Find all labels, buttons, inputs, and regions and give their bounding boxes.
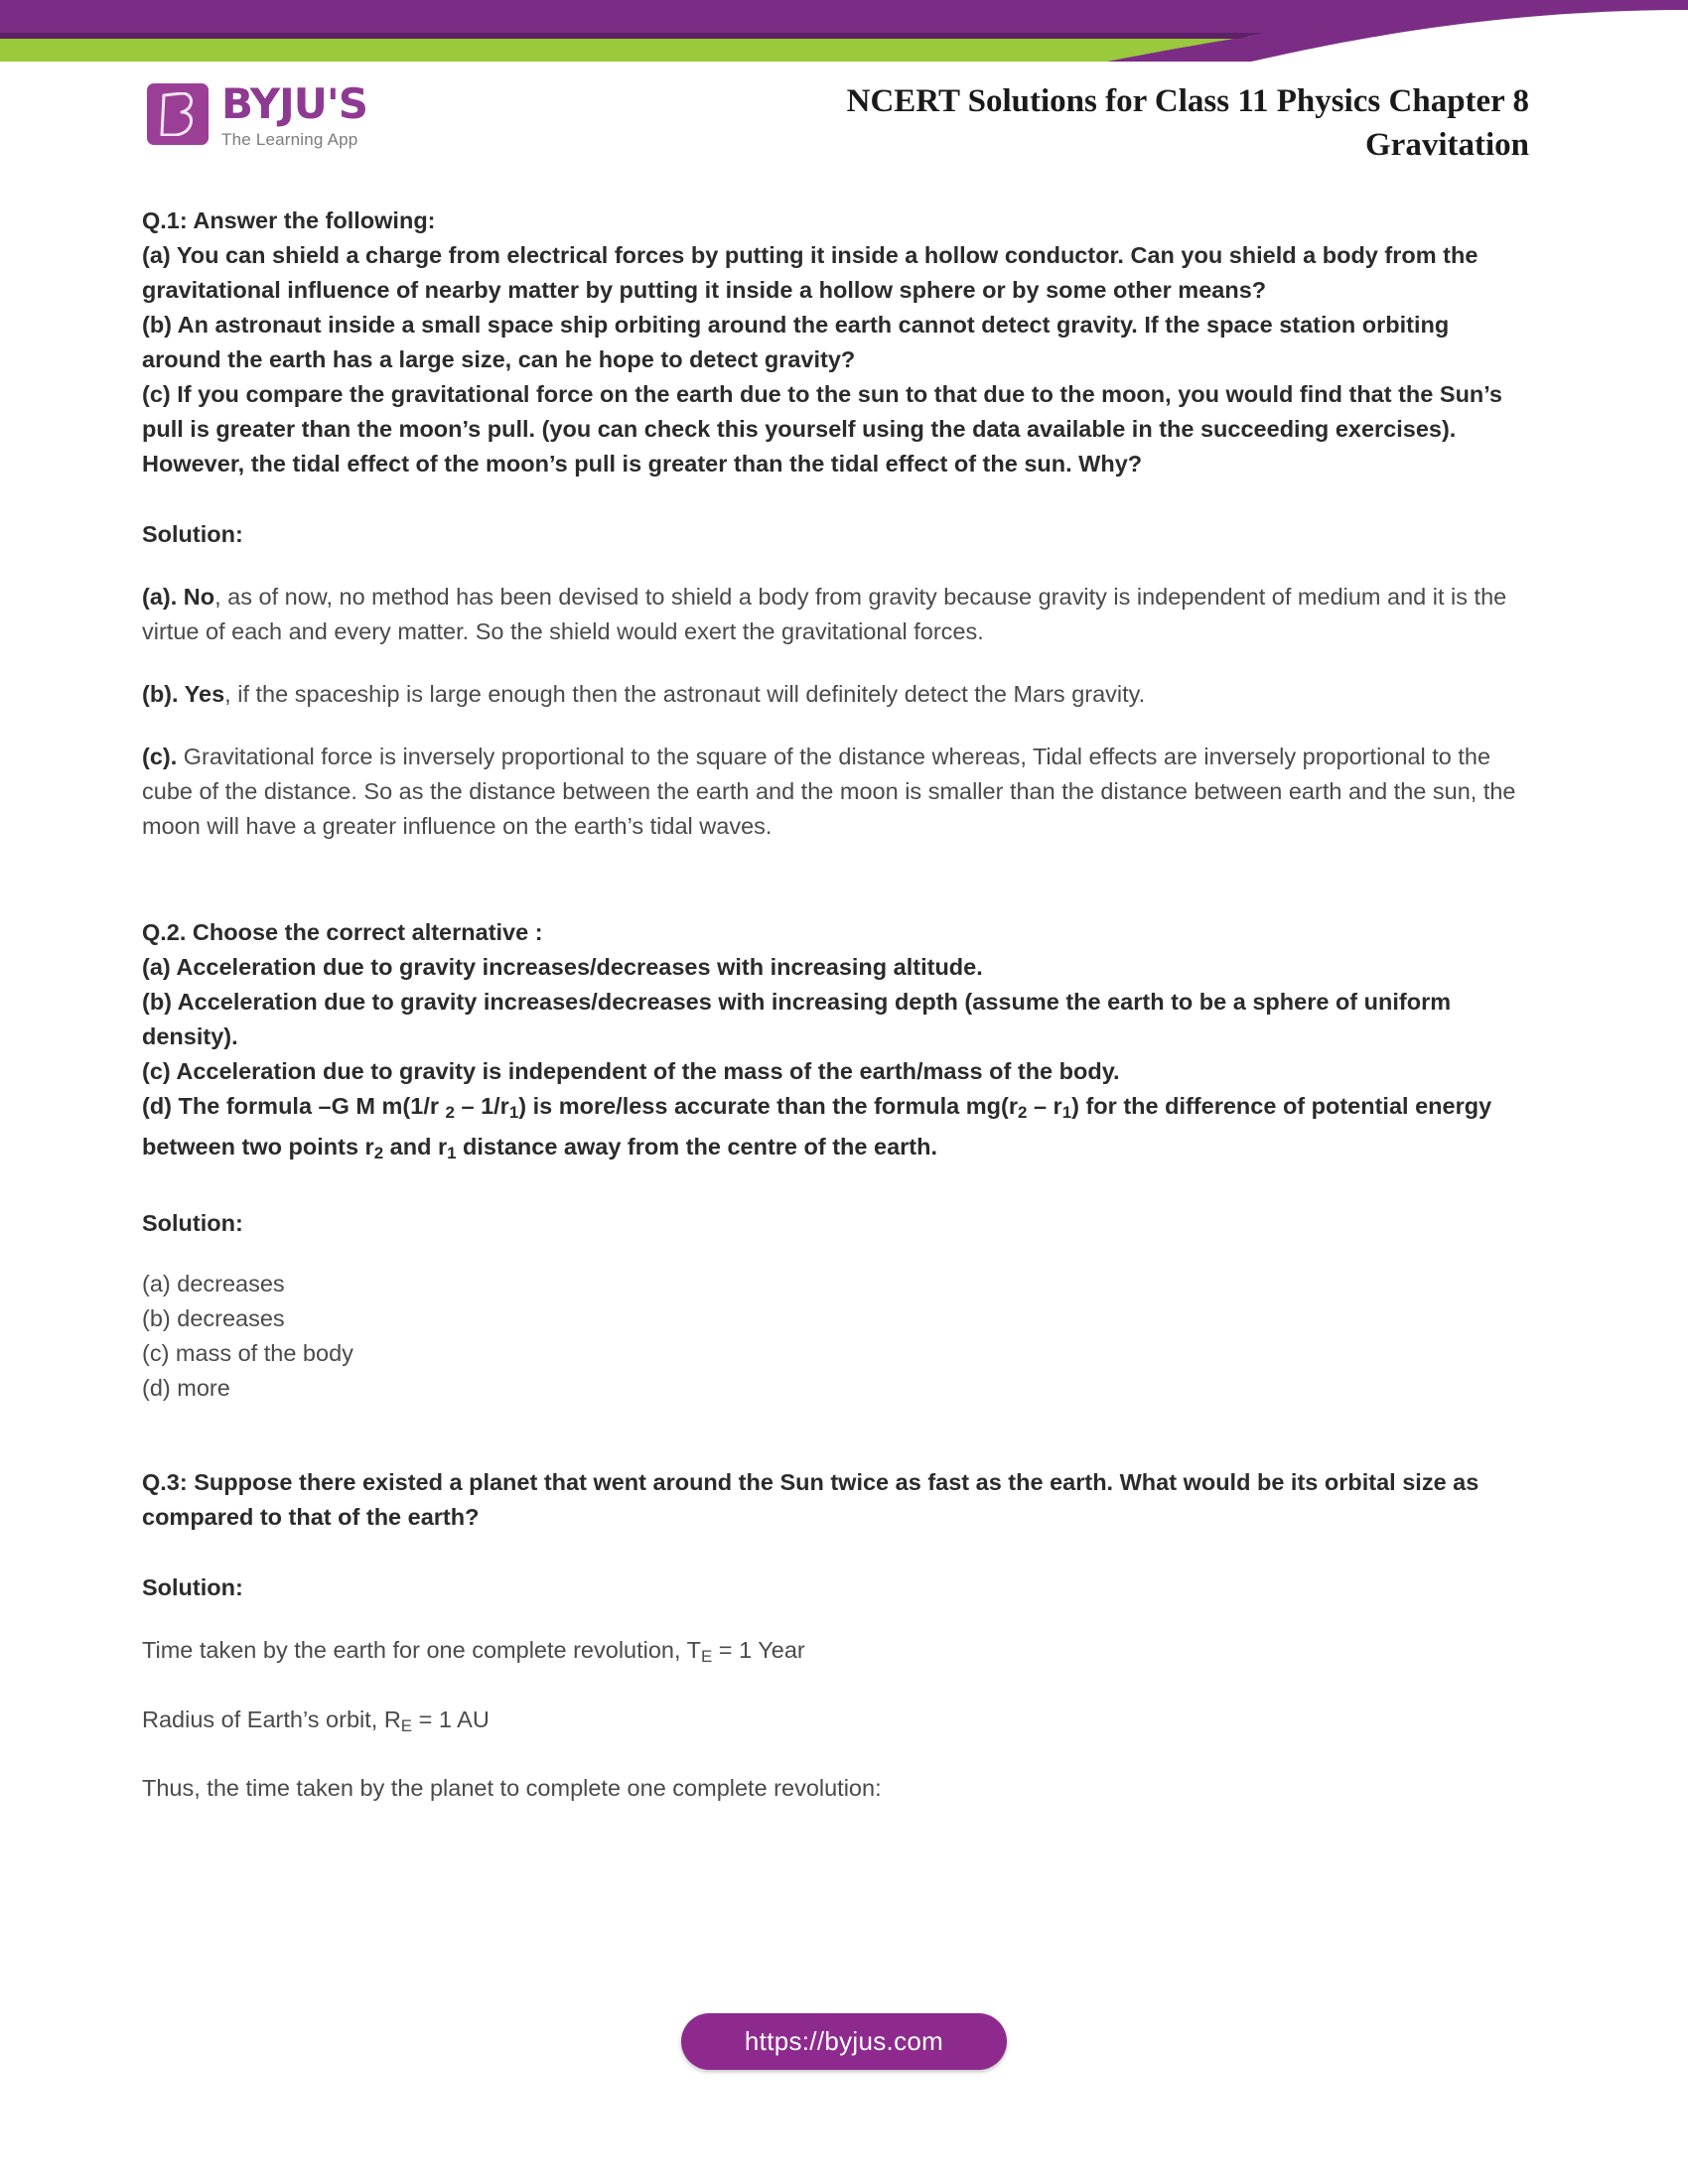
q2d-text-4: – r — [1027, 1093, 1062, 1119]
q3-line1-sub: E — [701, 1647, 713, 1667]
solution-a-tag: (a). No — [142, 584, 215, 610]
banner-shape — [0, 0, 1688, 62]
question-2-prompt: Q.2. Choose the correct alternative : — [142, 919, 543, 945]
question-2-answers — [142, 1267, 1532, 1406]
page-title-line-1: NCERT Solutions for Class 11 Physics Chapter 8 — [846, 83, 1529, 119]
footer — [0, 2013, 1688, 2070]
q2d-sub-4: 1 — [1061, 1103, 1072, 1123]
question-2-answer-d: (d) more — [142, 1375, 230, 1402]
question-1-part-c: (c) If you compare the gravitational force on the earth due to the sun to that due to the moon, you would find that the Sun’s pull is greater than the moon’s pull. (you can check this yourself using the data available in the succeeding exercises). However, the tidal effect of the moon’s pull is greater than the tidal effect of the sun. Why? — [142, 381, 1502, 477]
question-1-solution-label: Solution: — [142, 521, 243, 547]
solution-b-tag: (b). Yes — [142, 681, 225, 707]
question-2-part-c: (c) Acceleration due to gravity is independent of the mass of the earth/mass of the body. — [142, 1058, 1120, 1084]
q3-line2-sub: E — [400, 1715, 413, 1735]
question-3-line-3: Thus, the time taken by the planet to complete one complete revolution: — [142, 1774, 882, 1801]
solution-c-text: Gravitational force is inversely proportional to the square of the distance whereas, Tidal effects are inversely proportional to the cube of the distance. So as the distance between the earth and the moon is smaller than the distance between earth and the sun, the moon will have a greater influence on the earth’s tidal waves. — [142, 744, 1516, 839]
question-2-part-d — [142, 1089, 1532, 1170]
header-banner — [0, 0, 1688, 62]
question-1-prompt: Q.1: Answer the following: — [142, 207, 436, 233]
byjus-logo — [147, 79, 367, 150]
q2d-sub-5: 2 — [373, 1144, 384, 1163]
q2d-sub-2: 1 — [508, 1103, 519, 1123]
page-title-line-2: Gravitation — [1365, 127, 1529, 163]
solution-b-text: , if the spaceship is large enough then the astronaut will definitely detect the Mars gravity. — [224, 681, 1146, 707]
question-2-block — [142, 915, 1532, 1170]
byjus-logo-text — [221, 79, 367, 150]
byjus-b-glyph-icon — [158, 92, 196, 136]
q2d-sub-6: 1 — [447, 1144, 457, 1163]
question-3-solution-label: Solution: — [142, 1574, 243, 1601]
byjus-wordmark: BYJU'S — [221, 79, 367, 128]
question-2-part-a: (a) Acceleration due to gravity increases/decreases with increasing altitude. — [142, 954, 983, 980]
question-2-part-b: (b) Acceleration due to gravity increases/decreases with increasing depth (assume the earth to be a sphere of uniform density). — [142, 989, 1452, 1049]
byjus-tagline: The Learning App — [221, 130, 358, 149]
q2d-sub-3: 2 — [1018, 1103, 1028, 1123]
q2d-text-5: ) for the difference of potential energy between two points r — [142, 1093, 1492, 1160]
banner-green-band — [0, 36, 1251, 62]
document-body — [142, 204, 1532, 1806]
question-1-part-a: (a) You can shield a charge from electrical forces by putting it inside a hollow conductor. Can you shield a body from the gravitational influence of nearby matter by putting it inside a hollow sphere or by some other means? — [142, 242, 1478, 303]
question-1-part-b: (b) An astronaut inside a small space ship orbiting around the earth cannot detect gravity. If the space station orbiting around the earth has a large size, can he hope to detect gravity? — [142, 312, 1450, 372]
q3-line2-text-1: Radius of Earth’s orbit, R — [142, 1706, 401, 1732]
question-3-line-1 — [142, 1633, 1532, 1674]
q2d-text-7: distance away from the centre of the earth. — [456, 1134, 938, 1160]
q2d-text-1: (d) The formula –G M m(1/r — [142, 1093, 446, 1119]
question-3-line-2 — [142, 1703, 1532, 1743]
question-1-solution-c — [142, 740, 1532, 844]
section-gap-1 — [142, 844, 1532, 915]
q2d-text-6: and r — [383, 1134, 448, 1160]
question-1-block — [142, 204, 1532, 481]
question-2-answer-a: (a) decreases — [142, 1271, 285, 1297]
q2d-text-2: – 1/r — [454, 1093, 509, 1119]
solution-c-tag: (c). — [142, 744, 178, 769]
solution-a-text: , as of now, no method has been devised to shield a body from gravity because gravity is independent of medium and it is the virtue of each and every matter. So the shield would exert the gravitational forces. — [142, 584, 1507, 644]
question-3-block — [142, 1465, 1532, 1535]
question-2-solution-label: Solution: — [142, 1210, 243, 1237]
q2d-sub-1: 2 — [445, 1103, 455, 1123]
section-gap-2 — [142, 1406, 1532, 1465]
question-3-prompt: Q.3: Suppose there existed a planet that went around the Sun twice as fast as the earth. What would be its orbital size as compared to that of the earth? — [142, 1469, 1479, 1531]
page-title — [635, 79, 1529, 167]
q3-line1-text-2: = 1 Year — [712, 1637, 805, 1664]
byjus-logo-mark-icon — [147, 83, 209, 145]
q3-line2-text-2: = 1 AU — [412, 1706, 490, 1732]
question-1-solution-b — [142, 677, 1532, 712]
question-1-solution-a — [142, 580, 1532, 649]
byjus-url-button[interactable]: https://byjus.com — [681, 2013, 1007, 2070]
banner-divider — [0, 33, 1263, 39]
q3-line1-text-1: Time taken by the earth for one complete revolution, T — [142, 1637, 701, 1664]
question-2-answer-b: (b) decreases — [142, 1305, 285, 1332]
document-header — [0, 62, 1688, 196]
question-2-answer-c: (c) mass of the body — [142, 1340, 353, 1367]
q2d-text-3: ) is more/less accurate than the formula mg(r — [518, 1093, 1019, 1119]
